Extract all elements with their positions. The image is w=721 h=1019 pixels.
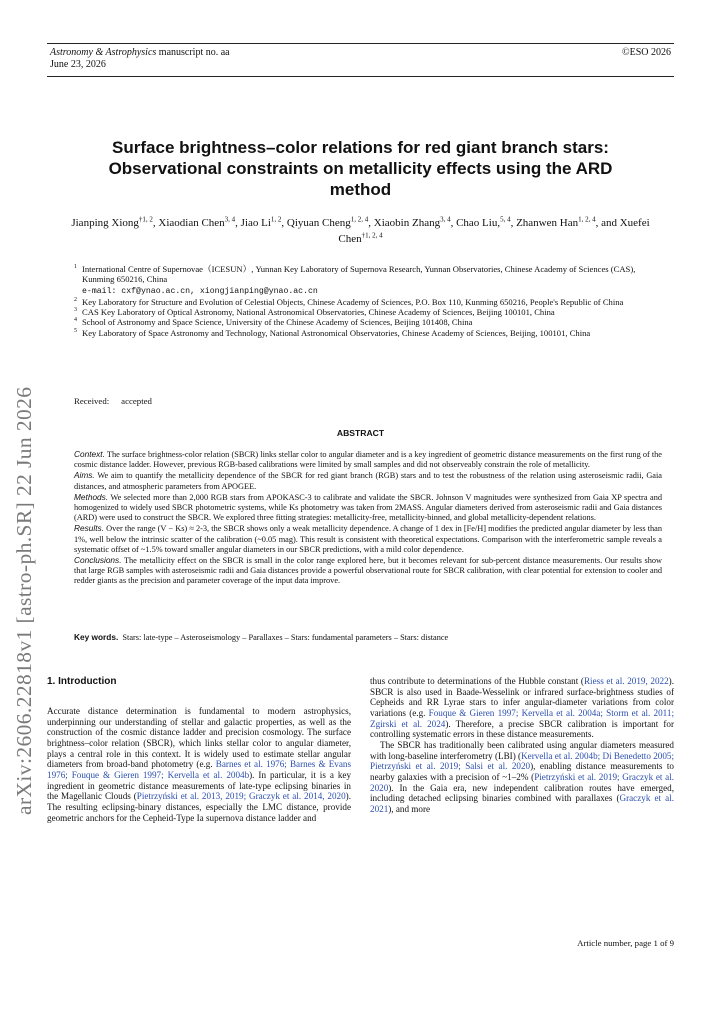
author: Qiyuan Cheng$^{1, 2, 4}$, [286, 215, 374, 229]
title-line-2: Observational constraints on metallicity effects using the ARD [108, 159, 613, 178]
citation-link[interactable]: Pietrzyński et al. 2013, 2019; Graczyk et al. 2014, 2020 [136, 791, 346, 802]
abstract-body [74, 449, 662, 587]
author: Xiaodian Chen$^{3, 4}$, [158, 215, 241, 229]
received-line: Received: accepted [74, 396, 152, 406]
paper-title [60, 137, 661, 200]
author: Jiao Li$^{1, 2}$, [240, 215, 287, 229]
manuscript-label: manuscript no. aa [158, 47, 230, 58]
affiliation-item: 5 Key Laboratory of Space Astronomy and Technology, National Astronomical Observatories, Chinese Academy of Sciences, Beijing, 100101, China [74, 327, 591, 338]
section-heading-introduction: 1. Introduction [47, 676, 117, 687]
arxiv-sidebar-stamp: arXiv:2606.22818v1 [astro-ph.SR] 22 Jun 2026 [12, 386, 36, 815]
author: Chao Liu,$^{5, 4}$, [456, 215, 517, 229]
affiliation-item: 4 School of Astronomy and Space Science, University of the Chinese Academy of Sciences, Beijing 101408, China [74, 317, 473, 328]
citation-link[interactable]: Pietrzyński et al. 2019; Graczyk et al. 2020 [370, 771, 675, 793]
affiliation-item: 3 CAS Key Laboratory of Optical Astronomy, National Astronomical Observatories, Chinese Academy of Sciences, Beijing 100101, China [74, 307, 555, 318]
running-header [47, 43, 674, 77]
abstract-context: Context. The surface brightness-color relation (SBCR) links stellar color to angular diameter and is a key ingredient of geometric distance measurements on the first rung of the cosmic distance ladder. However, previous RGB-based calibrations were limited by small samples and did not observeably constrain the role of metallicity. [74, 449, 662, 470]
abstract-aims: Aims. We aim to quantify the metallicity dependence of the SBCR for red giant branch (RGB) stars and to test the robustness of the relation using asteroseismic radii, Gaia distances, and atmospheric parameters from APOGEE. [74, 470, 662, 491]
abstract-methods: Methods. We selected more than 2,000 RGB stars from APOKASC-3 to calibrate and validate the SBCR. Johnson V magnitudes were synthesized from Gaia XP spectra and homogenized to widely used SBCR photometric systems, while Ks photometry was taken from 2MASS. Angular diameters derived from asteroseismic radii and Gaia distances (ARD) were used to construct the SBCR. We explored three fitting strategies: metallicity-free, metallicity-binned, and global metallicity-dependent relations. [74, 491, 662, 523]
author: Zhanwen Han$^{1, 2, 4}$, [516, 215, 602, 229]
journal-name: Astronomy & Astrophysics [50, 47, 157, 58]
paragraph: The SBCR has traditionally been calibrated using angular diameters measured with long-baseline interferometry (LBI) (Kervella et al. 2004b; Di Benedetto 2005; Pietrzyński et al. 2019; Salsi et al. 2020), enabling distance measurements to nearby galaxies with a precision of ~1–2% (Pietrzyński et al. 2019; Graczyk et al. 2020). In the Gaia era, new independent calibration routes have emerged, including detached eclipsing binaries combined with parallaxes (Graczyk et al. 2021), and more [370, 739, 675, 814]
citation-link[interactable]: Fouque & Gieren 1997; Kervella et al. 2004a; Storm et al. 2011; Zgirski et al. 2024 [370, 707, 674, 729]
abstract-conclusions: Conclusions. The metallicity effect on the SBCR is small in the color range explored here, but it becomes relevant for sub-percent distance measurements. Our results show that large RGB samples with asteroseismic radii and Gaia distances provide a powerful observational route for SBCR calibration, with clear potential for extension to cooler and redder giants as the precision and parameter coverage of the input data improve. [74, 555, 662, 586]
citation-link[interactable]: Riess et al. 2019, 2022 [583, 676, 669, 686]
citation-link[interactable]: Graczyk et al. 2021 [370, 793, 675, 814]
author: Xiaobin Zhang$^{3, 4}$, [373, 215, 457, 229]
keywords-line: Key words. Stars: late-type – Asteroseismology – Parallaxes – Stars: fundamental parameters – Stars: distance [74, 632, 449, 642]
header-left [50, 47, 230, 71]
affiliations [74, 264, 662, 338]
citation-link[interactable]: Barnes et al. 1976; Barnes & Evans 1976; Fouque & Gieren 1997; Kervella et al. 2004b [47, 759, 351, 780]
intro-column-right [370, 676, 674, 815]
copyright-notice: ©ESO 2026 [622, 47, 671, 58]
affiliation-item: 1 International Centre of Supernovae（ICESUN）, Yunnan Key Laboratory of Supernova Research, Yunnan Observatories, Chinese Academy of Sciences (CAS), Kunming 650216, China e-mail: cxf@ynao.ac.cn, xiongjianping@ynao.ac.cn [74, 264, 636, 296]
title-line-3: method [329, 180, 392, 199]
paragraph: thus contribute to determinations of the Hubble constant (Riess et al. 2019, 2022). SBCR is also used in Baade-Wesselink or infrared surface-brightness studies of Cepheids and RR Lyrae stars to infer angular-diameter variations from color variations (e.g. Fouque & Gieren 1997; Kervella et al. 2004a; Storm et al. 2011; Zgirski et al. 2024). Therefore, a precise SBCR calibration is important for controlling systematic errors in these distance measurements. [370, 676, 674, 740]
abstract-heading: ABSTRACT [336, 428, 385, 438]
email-line: e-mail: cxf@ynao.ac.cn, xiongjianping@ynao.ac.cn [82, 286, 318, 296]
affiliation-item: 2 Key Laboratory for Structure and Evolution of Celestial Objects, Chinese Academy of Sciences, P.O. Box 110, Kunming 650216, People's Republic of China [74, 296, 624, 307]
author: Jianping Xiong$^{\dagger 1, 2}$, [71, 215, 159, 229]
author: and Xuefei Chen$^{\dagger 1, 2, 4}$ [338, 216, 650, 246]
title-line-1: Surface brightness–color relations for red giant branch stars: [112, 138, 609, 157]
page-footer: Article number, page 1 of 9 [577, 938, 674, 948]
author-list [60, 213, 661, 246]
paragraph: Accurate distance determination is fundamental to modern astrophysics, underpinning our understanding of stellar and galactic properties, as well as the construction of the cosmic distance ladder and precision cosmology. The surface brightness–color relation (SBCR), which links stellar color to angular diameter, plays a central role in this context. It is widely used to estimate stellar angular diameters from broad-band photometry (e.g. Barnes et al. 1976; Barnes & Evans 1976; Fouque & Gieren 1997; Kervella et al. 2004b). In particular, it is a key ingredient in geometric distance measurements of late-type eclipsing binaries in the Magellanic Clouds (Pietrzyński et al. 2013, 2019; Graczyk et al. 2014, 2020). The resulting eclipsing-binary distances, especially the LMC distance, provide geometric anchors for the Cepheid-Type Ia supernova distance ladder and [47, 706, 352, 823]
citation-link[interactable]: Kervella et al. 2004b; Di Benedetto 2005; Pietrzyński et al. 2019; Salsi et al. 2020 [370, 750, 674, 772]
header-date: June 23, 2026 [50, 59, 106, 70]
intro-column-left [47, 706, 351, 823]
abstract-results: Results. Over the range (V − Ks) ≈ 2-3, the SBCR shows only a weak metallicity dependence. A change of 1 dex in [Fe/H] modifies the predicted angular diameter by less than 1%, well below the intrinsic scatter of the calibration (~0.05 mag). This result is consistent with theoretical expectations. Comparison with the interferometric sample reveals a systematic offset of ~1.5% toward smaller angular diameters in our SBCR predictions, with a mild color dependence. [74, 523, 662, 554]
